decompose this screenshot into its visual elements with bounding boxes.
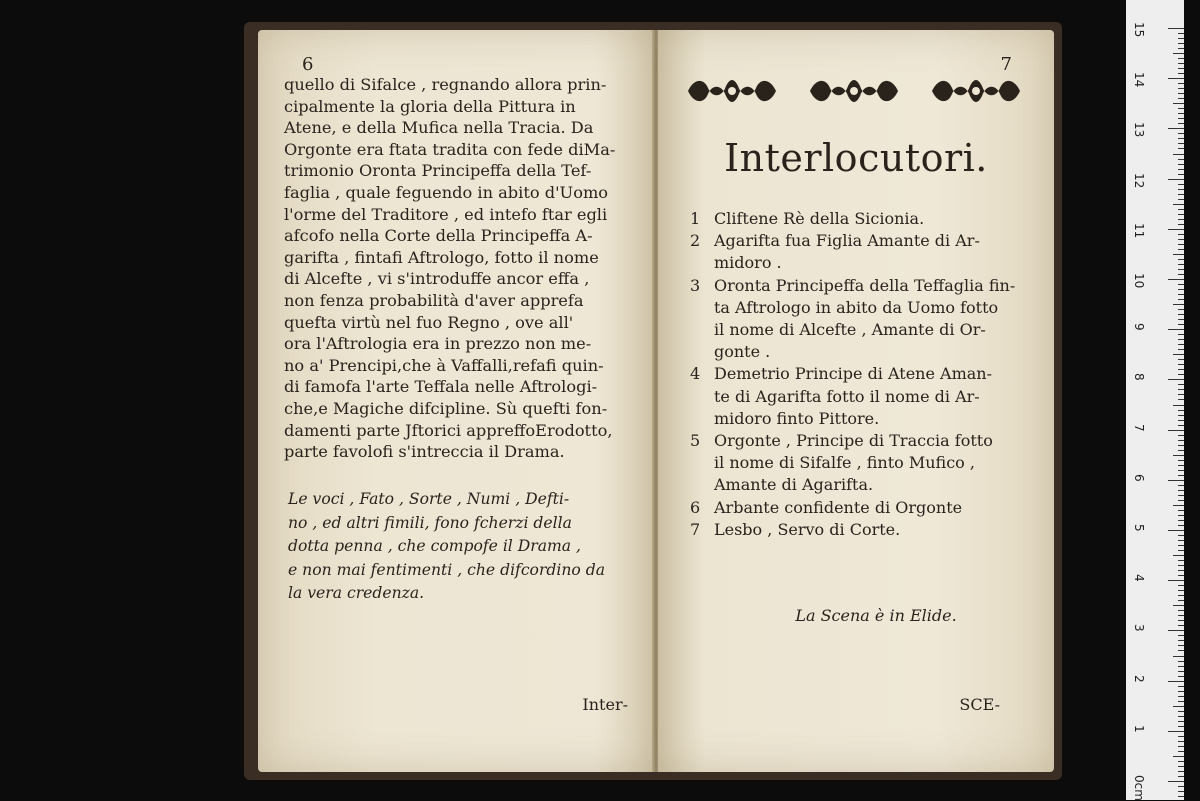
ruler-tick <box>1178 319 1184 320</box>
ruler-tick <box>1178 415 1184 416</box>
ruler-tick <box>1168 530 1184 531</box>
ruler-tick <box>1178 470 1184 471</box>
ruler-tick <box>1178 294 1184 295</box>
ruler-tick <box>1168 78 1184 79</box>
text-line: Orgonte era ftata tradita con fede diMa- <box>284 139 616 159</box>
role-line: Orgonte , Principe di Traccia fotto <box>714 431 993 451</box>
ruler-tick <box>1178 374 1184 375</box>
ruler-tick <box>1178 88 1184 89</box>
ruler-tick <box>1178 565 1184 566</box>
ruler-tick <box>1178 661 1184 662</box>
ruler-tick <box>1173 455 1184 456</box>
text-line: parte favolofi s'intreccia il Drama. <box>284 442 565 462</box>
ruler-tick <box>1178 359 1184 360</box>
ruler-tick <box>1178 711 1184 712</box>
ruler-tick <box>1178 726 1184 727</box>
ruler-tick <box>1178 174 1184 175</box>
ruler-tick <box>1173 555 1184 556</box>
ruler-tick <box>1178 48 1184 49</box>
ruler-tick <box>1178 209 1184 210</box>
ruler-tick <box>1178 249 1184 250</box>
left-page <box>258 30 654 772</box>
ruler-tick <box>1178 490 1184 491</box>
ruler-tick <box>1178 214 1184 215</box>
ruler-tick <box>1178 184 1184 185</box>
ruler-tick <box>1178 450 1184 451</box>
ruler-tick <box>1178 721 1184 722</box>
text-line: di famofa l'arte Teffala nelle Aftrologi- <box>284 377 598 397</box>
text-line: faglia , quale feguendo in abito d'Uomo <box>284 182 609 202</box>
ruler-tick <box>1178 344 1184 345</box>
text-line: cipalmente la gloria della Pittura in <box>284 96 576 116</box>
ruler-tick <box>1178 324 1184 325</box>
ruler-tick <box>1178 420 1184 421</box>
ruler-tick <box>1168 480 1184 481</box>
left-body-text <box>284 74 640 463</box>
list-item <box>690 430 1040 497</box>
ruler-tick <box>1178 786 1184 787</box>
ruler-tick <box>1178 274 1184 275</box>
ruler-tick <box>1178 440 1184 441</box>
ruler-tick <box>1173 103 1184 104</box>
ruler-tick <box>1178 143 1184 144</box>
ruler-tick <box>1178 791 1184 792</box>
ruler-tick <box>1178 33 1184 34</box>
ruler-tick <box>1178 751 1184 752</box>
ruler-tick <box>1178 224 1184 225</box>
page-number-right: 7 <box>1000 54 1012 75</box>
ruler-tick <box>1173 354 1184 355</box>
ruler-label: 3 <box>1132 624 1146 633</box>
ruler-tick <box>1178 309 1184 310</box>
ruler-tick <box>1178 83 1184 84</box>
ruler-tick <box>1178 746 1184 747</box>
ruler-tick <box>1178 671 1184 672</box>
list-item <box>690 519 1040 541</box>
ruler-tick <box>1178 334 1184 335</box>
ruler-tick <box>1178 284 1184 285</box>
ruler-tick <box>1178 384 1184 385</box>
text-line: non fenza probabilità d'aver apprefa <box>284 290 584 310</box>
ruler-tick <box>1168 229 1184 230</box>
ruler-tick <box>1178 73 1184 74</box>
ruler-tick <box>1168 580 1184 581</box>
ruler-tick <box>1178 585 1184 586</box>
role-line: gonte . <box>714 342 771 362</box>
role-line: Oronta Principeffa della Teffaglia fin- <box>714 275 1016 295</box>
ruler-tick <box>1178 113 1184 114</box>
ruler-tick <box>1178 410 1184 411</box>
ruler-tick <box>1178 485 1184 486</box>
list-item <box>690 208 1040 230</box>
ruler-tick <box>1178 169 1184 170</box>
italic-line: dotta penna , che compofe il Drama , <box>288 537 581 555</box>
ruler-tick <box>1173 756 1184 757</box>
ruler-tick <box>1178 545 1184 546</box>
role-line: midoro finto Pittore. <box>714 408 880 428</box>
ruler-tick <box>1178 138 1184 139</box>
italic-line: e non mai fentimenti , che difcordino da <box>288 560 606 579</box>
ruler-tick <box>1178 364 1184 365</box>
character-list <box>690 208 1040 541</box>
ruler-tick <box>1168 329 1184 330</box>
ruler-tick <box>1178 58 1184 59</box>
ruler-tick <box>1178 696 1184 697</box>
role-line: Cliftene Rè della Sicionia. <box>714 209 925 228</box>
ruler-tick <box>1178 650 1184 651</box>
ruler-tick <box>1178 560 1184 561</box>
list-item <box>690 363 1040 430</box>
ornament-icon <box>806 74 902 108</box>
ruler-tick <box>1178 515 1184 516</box>
role-line: il nome di Sifalfe , finto Mufico , <box>714 453 975 473</box>
ruler-tick <box>1178 741 1184 742</box>
ruler-tick <box>1168 279 1184 280</box>
ruler-tick <box>1168 430 1184 431</box>
text-line: garifta , fintafi Aftrologo, fotto il nome <box>284 247 599 267</box>
ruler-tick <box>1178 550 1184 551</box>
ruler-tick <box>1178 666 1184 667</box>
ruler-tick <box>1178 520 1184 521</box>
ruler-tick <box>1178 159 1184 160</box>
ruler-tick <box>1178 766 1184 767</box>
ruler-tick <box>1178 339 1184 340</box>
ruler-tick <box>1178 389 1184 390</box>
ruler-tick <box>1178 495 1184 496</box>
role-number: 7 <box>690 519 701 539</box>
ruler-tick <box>1168 731 1184 732</box>
role-number: 6 <box>690 497 701 517</box>
ruler-tick <box>1178 264 1184 265</box>
ornament-band <box>684 74 1024 108</box>
ruler-tick <box>1173 405 1184 406</box>
ruler-label: 13 <box>1132 122 1146 138</box>
ruler-tick <box>1178 349 1184 350</box>
ruler-tick <box>1178 686 1184 687</box>
ruler-tick <box>1173 505 1184 506</box>
ruler-label: 9 <box>1132 323 1146 331</box>
role-line: ta Aftrologo in abito da Uomo fotto <box>714 297 999 317</box>
ruler-tick <box>1178 93 1184 94</box>
ruler-tick <box>1178 595 1184 596</box>
ruler-label: 6 <box>1132 473 1146 482</box>
text-line: quello di Sifalce , regnando allora prin- <box>284 75 607 94</box>
italic-line: Le voci , Fato , Sorte , Numi , Defti- <box>288 490 570 508</box>
ruler-tick <box>1178 269 1184 270</box>
ruler-tick <box>1178 199 1184 200</box>
catchword-right: SCE- <box>959 695 1000 714</box>
text-line: Atene, e della Mufica nella Tracia. Da <box>284 118 594 138</box>
ruler-tick <box>1178 640 1184 641</box>
ruler-tick <box>1178 575 1184 576</box>
text-line: trimonio Oronta Principeffa della Tef- <box>284 161 592 181</box>
page-number-left: 6 <box>302 54 314 75</box>
ruler-tick <box>1178 314 1184 315</box>
role-number: 1 <box>690 209 701 228</box>
ruler-tick <box>1178 425 1184 426</box>
ruler-tick <box>1178 600 1184 601</box>
ruler-tick <box>1173 304 1184 305</box>
role-number: 4 <box>690 364 701 384</box>
text-line: damenti parte Jftorici appreffoErodotto, <box>284 420 613 440</box>
ruler-tick <box>1168 781 1184 782</box>
ruler-tick <box>1178 219 1184 220</box>
italic-line: la vera credenza. <box>288 584 425 602</box>
ruler-tick <box>1178 525 1184 526</box>
ruler-tick <box>1168 179 1184 180</box>
ruler-tick <box>1178 259 1184 260</box>
text-line: di Alcefte , vi s'introduffe ancor effa , <box>284 269 590 289</box>
ruler-label: 12 <box>1132 172 1146 188</box>
ruler-tick <box>1178 234 1184 235</box>
ruler-tick <box>1173 706 1184 707</box>
ruler-tick <box>1178 394 1184 395</box>
list-item <box>690 497 1040 519</box>
ruler-tick <box>1178 535 1184 536</box>
ruler-tick <box>1178 761 1184 762</box>
ruler-tick <box>1178 244 1184 245</box>
ruler-tick <box>1178 108 1184 109</box>
ruler-label: 10 <box>1132 273 1146 289</box>
list-item <box>690 230 1040 274</box>
ruler-tick <box>1178 63 1184 64</box>
ruler-label: 1 <box>1132 724 1146 733</box>
text-line: no a' Prencipi,che à Vaffalli,refafi quin- <box>284 355 604 375</box>
ruler-tick <box>1173 656 1184 657</box>
ruler-tick <box>1178 399 1184 400</box>
role-number: 2 <box>690 231 701 251</box>
ruler-tick <box>1178 701 1184 702</box>
ruler-tick <box>1178 460 1184 461</box>
ruler-label: 4 <box>1132 574 1146 582</box>
ruler-tick <box>1168 128 1184 129</box>
ruler-tick <box>1173 254 1184 255</box>
ruler-tick <box>1178 620 1184 621</box>
ruler-tick <box>1173 53 1184 54</box>
role-line: Arbante confidente di Orgonte <box>714 497 963 517</box>
ruler-tick <box>1178 590 1184 591</box>
ruler-tick <box>1178 691 1184 692</box>
ruler-tick <box>1178 148 1184 149</box>
ruler-label: 7 <box>1132 423 1146 432</box>
ruler-label: 14 <box>1132 72 1146 88</box>
ruler-tick <box>1178 716 1184 717</box>
ruler-tick <box>1178 540 1184 541</box>
role-line: il nome di Alcefte , Amante di Or- <box>714 320 986 340</box>
ruler-tick <box>1178 435 1184 436</box>
role-line: Amante di Agarifta. <box>714 475 874 495</box>
ruler-tick <box>1178 299 1184 300</box>
ruler-tick <box>1178 510 1184 511</box>
role-line: Lesbo , Servo di Corte. <box>714 519 901 539</box>
role-line: Demetrio Principe di Atene Aman- <box>714 364 993 384</box>
ruler-tick <box>1178 776 1184 777</box>
ornament-icon <box>928 74 1024 108</box>
measuring-ruler <box>1126 0 1184 800</box>
ruler-tick <box>1178 645 1184 646</box>
ruler-tick <box>1178 239 1184 240</box>
scene-location: La Scena è in Elide. <box>795 606 957 625</box>
text-line: quefta virtù nel fuo Regno , ove all' <box>284 312 574 332</box>
ruler-tick <box>1178 635 1184 636</box>
role-line: Agarifta fua Figlia Amante di Ar- <box>714 231 980 251</box>
text-line: ora l'Aftrologia era in prezzo non me- <box>284 334 592 354</box>
ruler-tick <box>1178 369 1184 370</box>
ruler-tick <box>1178 189 1184 190</box>
page-heading: Interlocutori. <box>724 136 988 180</box>
role-line: te di Agarifta fotto il nome di Ar- <box>714 386 980 406</box>
ruler-label: 0cm <box>1132 775 1146 801</box>
text-line: afcofo nella Corte della Principeffa A- <box>284 226 593 246</box>
ruler-label: 11 <box>1132 222 1146 239</box>
ruler-tick <box>1178 38 1184 39</box>
ruler-tick <box>1178 796 1184 797</box>
ruler-tick <box>1178 118 1184 119</box>
ruler-tick <box>1178 475 1184 476</box>
ruler-tick <box>1178 771 1184 772</box>
ruler-tick <box>1178 43 1184 44</box>
ruler-tick <box>1168 630 1184 631</box>
list-item <box>690 275 1040 364</box>
ruler-tick <box>1178 98 1184 99</box>
ruler-tick <box>1168 681 1184 682</box>
ruler-tick <box>1178 123 1184 124</box>
ruler-tick <box>1178 676 1184 677</box>
ruler-tick <box>1173 154 1184 155</box>
right-page <box>658 30 1054 772</box>
ruler-tick <box>1178 500 1184 501</box>
ruler-tick <box>1178 610 1184 611</box>
italic-line: no , ed altri fimili, fono fcherzi della <box>288 513 572 532</box>
ruler-label: 8 <box>1132 373 1146 382</box>
ruler-tick <box>1178 289 1184 290</box>
ruler-tick <box>1178 615 1184 616</box>
ruler-tick <box>1173 605 1184 606</box>
italic-note <box>288 488 640 606</box>
catchword-left: Inter- <box>582 695 628 714</box>
role-number: 3 <box>690 275 701 295</box>
ruler-tick <box>1178 625 1184 626</box>
role-number: 5 <box>690 431 701 451</box>
ruler-tick <box>1178 133 1184 134</box>
ruler-label: 2 <box>1132 674 1146 683</box>
ruler-tick <box>1173 204 1184 205</box>
ruler-tick <box>1168 28 1184 29</box>
ruler-tick <box>1178 68 1184 69</box>
ruler-label: 5 <box>1132 524 1146 532</box>
text-line: che,e Magiche difcipline. Sù quefti fon- <box>284 398 608 418</box>
ruler-tick <box>1178 736 1184 737</box>
ornament-icon <box>684 74 780 108</box>
ruler-tick <box>1178 570 1184 571</box>
text-line: l'orme del Traditore , ed intefo ftar egli <box>284 204 608 224</box>
ruler-tick <box>1178 164 1184 165</box>
role-line: midoro . <box>714 253 782 273</box>
open-book <box>244 22 1062 780</box>
ruler-tick <box>1178 465 1184 466</box>
ruler-label: 15 <box>1132 22 1146 38</box>
ruler-tick <box>1168 379 1184 380</box>
ruler-tick <box>1178 445 1184 446</box>
ruler-tick <box>1178 194 1184 195</box>
